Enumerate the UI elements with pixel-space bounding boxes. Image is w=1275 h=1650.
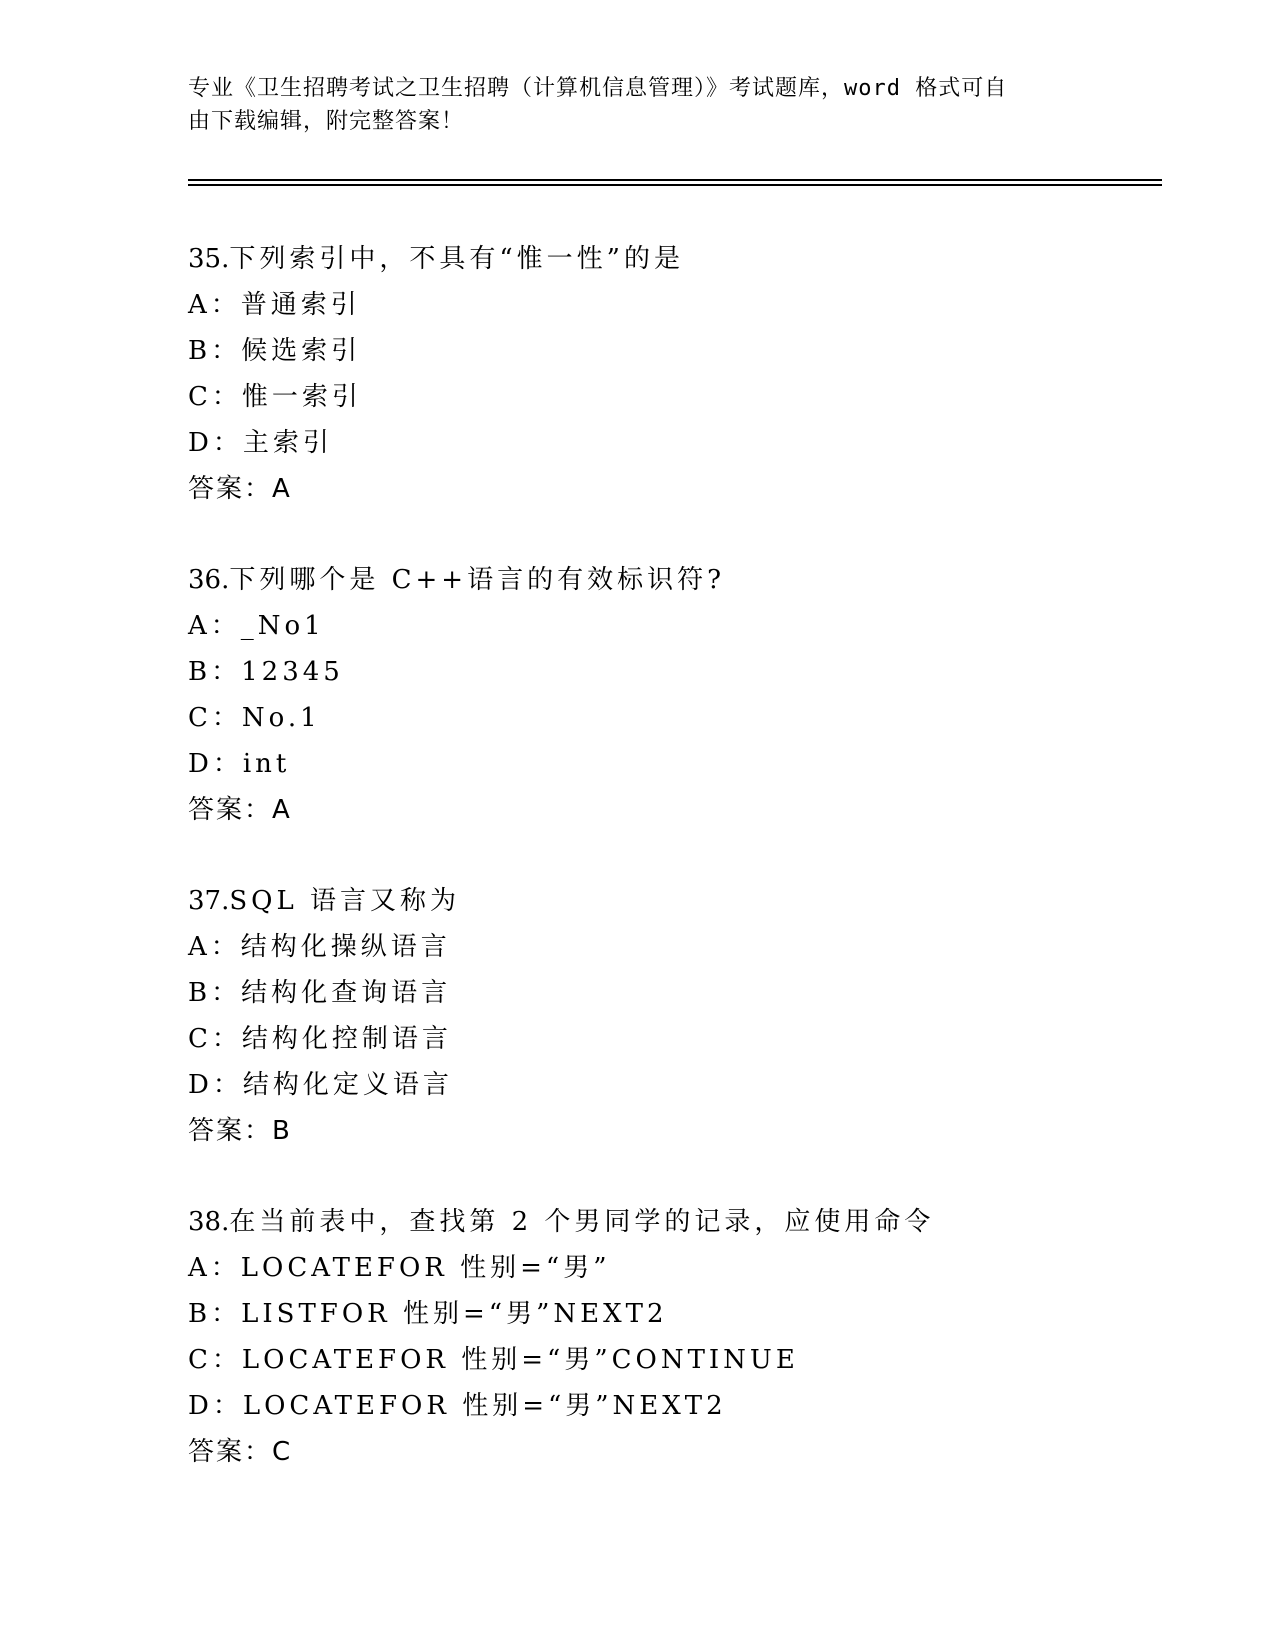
option-b: B：候选索引 bbox=[188, 336, 362, 366]
option-a: A：_No1 bbox=[188, 611, 325, 641]
option-d: D：结构化定义语言 bbox=[188, 1070, 453, 1100]
document-header bbox=[188, 72, 1088, 138]
question-text: SQL 语言又称为 bbox=[229, 886, 461, 916]
header-divider-top bbox=[188, 179, 1162, 181]
option-d: D：int bbox=[188, 749, 291, 779]
question-text: 下列哪个是 C++语言的有效标识符? bbox=[229, 565, 726, 595]
option-c: C：结构化控制语言 bbox=[188, 1024, 452, 1054]
answer-line: 答案：A bbox=[188, 795, 292, 825]
answer-line: 答案：B bbox=[188, 1116, 292, 1146]
header-divider-bottom bbox=[188, 184, 1162, 186]
option-c: C：LOCATEFOR 性别=“男”CONTINUE bbox=[188, 1345, 799, 1375]
option-a: A：LOCATEFOR 性别=“男” bbox=[188, 1253, 611, 1283]
question-number: 37. bbox=[188, 886, 230, 916]
question-stem bbox=[188, 557, 1148, 603]
header-line-1: 专业《卫生招聘考试之卫生招聘（计算机信息管理）》考试题库，word 格式可自 bbox=[188, 76, 1008, 101]
option-b: B：12345 bbox=[188, 657, 344, 687]
question-number: 38. bbox=[188, 1207, 230, 1237]
question-number: 36. bbox=[188, 565, 230, 595]
question-number: 35. bbox=[188, 244, 230, 274]
option-a: A：结构化操纵语言 bbox=[188, 932, 451, 962]
option-b: B：LISTFOR 性别=“男”NEXT2 bbox=[188, 1299, 668, 1329]
question-37 bbox=[188, 878, 1148, 1154]
header-line-2: 由下载编辑，附完整答案！ bbox=[188, 109, 465, 134]
answer-line: 答案：C bbox=[188, 1437, 293, 1467]
question-text: 在当前表中，查找第 2 个男同学的记录，应使用命令 bbox=[229, 1207, 935, 1237]
option-d: D：LOCATEFOR 性别=“男”NEXT2 bbox=[188, 1391, 727, 1421]
question-stem bbox=[188, 878, 1148, 924]
option-a: A：普通索引 bbox=[188, 290, 361, 320]
question-36 bbox=[188, 557, 1148, 833]
question-text: 下列索引中，不具有“惟一性”的是 bbox=[229, 244, 684, 274]
question-stem bbox=[188, 236, 1148, 282]
question-stem bbox=[188, 1199, 1148, 1245]
question-35 bbox=[188, 236, 1148, 512]
answer-line: 答案：A bbox=[188, 474, 292, 504]
option-b: B：结构化查询语言 bbox=[188, 978, 452, 1008]
option-d: D：主索引 bbox=[188, 428, 333, 458]
option-c: C：惟一索引 bbox=[188, 382, 362, 412]
option-c: C：No.1 bbox=[188, 703, 321, 733]
question-38 bbox=[188, 1199, 1148, 1475]
